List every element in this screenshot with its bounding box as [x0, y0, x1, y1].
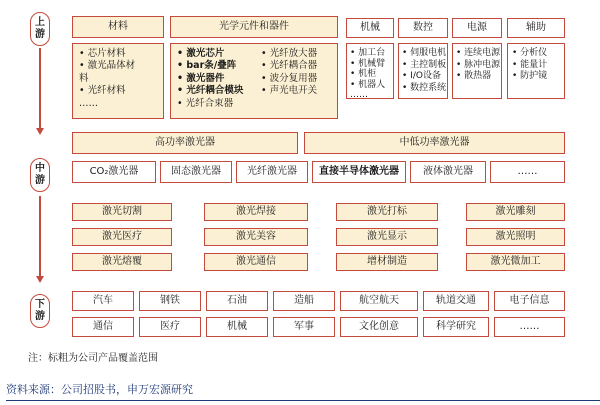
- stage-upstream-char1: 上: [35, 17, 45, 28]
- list-item: • 防护镜: [512, 71, 548, 81]
- app-laser-lighting: 激光照明: [466, 228, 565, 246]
- app-laser-cladding: 激光熔覆: [72, 253, 172, 271]
- industry-electronics: 电子信息: [494, 291, 565, 311]
- list-item: • 数控系统: [402, 82, 447, 93]
- industry-petroleum: 石油: [206, 291, 268, 311]
- industry-cultural-creative: 文化创意: [340, 317, 418, 337]
- industry-medical: 医疗: [139, 317, 201, 337]
- list-item: • 连续电源: [456, 48, 501, 58]
- industry-military: 军事: [273, 317, 335, 337]
- stage-downstream-char2: 游: [35, 311, 45, 322]
- list-item: • bar条/叠阵: [177, 60, 237, 72]
- list-item: • I/O设备: [402, 71, 441, 81]
- mid-low-power-laser-box: 中低功率激光器: [304, 132, 565, 154]
- mechanical-list: [346, 43, 394, 99]
- list-item: • 分析仪: [512, 48, 548, 58]
- header-control: 数控: [398, 18, 448, 38]
- stage-midstream: [30, 158, 50, 192]
- list-item: • 激光芯片: [177, 48, 225, 59]
- list-item: • 光纤放大器: [261, 48, 318, 59]
- list-item: • 波分复用器: [261, 72, 318, 84]
- arrow-shaft-midstream: [39, 196, 41, 276]
- industry-shipbuilding: 造船: [273, 291, 335, 311]
- list-item: • 声光电开关: [261, 85, 318, 97]
- list-item: • 能量计: [512, 59, 548, 70]
- app-laser-display: 激光显示: [336, 228, 438, 246]
- stage-midstream-char2: 游: [35, 175, 45, 186]
- list-item: • 伺服电机: [402, 48, 447, 58]
- list-item: ……: [350, 90, 368, 99]
- optics-left-column: [177, 48, 243, 110]
- header-optics: 光学元件和器件: [170, 16, 338, 38]
- arrow-head-midstream: [36, 276, 44, 283]
- list-item: • 脉冲电源: [456, 59, 501, 70]
- list-item: • 主控制板: [402, 59, 447, 70]
- app-laser-cutting: 激光切割: [72, 203, 172, 221]
- stage-upstream: [30, 12, 50, 46]
- list-item: • 光纤耦合器: [261, 60, 318, 72]
- app-laser-beauty: 激光美容: [204, 228, 308, 246]
- industry-machinery: 机械: [206, 317, 268, 337]
- industry-steel: 钢铁: [139, 291, 201, 311]
- list-item: • 机器人: [350, 79, 386, 90]
- stage-upstream-char2: 游: [35, 29, 45, 40]
- laser-type-solid-state: 固态激光器: [160, 161, 232, 183]
- header-auxiliary: 辅助: [507, 18, 565, 38]
- list-item: • 散热器: [456, 71, 492, 81]
- source-underline: [6, 400, 600, 401]
- list-item: • 激光晶体材: [79, 60, 136, 72]
- list-item: • 光纤耦合模块: [177, 85, 244, 97]
- laser-type-fiber: 光纤激光器: [236, 161, 308, 183]
- optics-list: [170, 43, 338, 119]
- industry-rail-transit: 轨道交通: [423, 291, 489, 311]
- app-laser-engraving: 激光雕刻: [466, 203, 565, 221]
- list-item: • 激光器件: [177, 72, 225, 84]
- list-item: • 芯片材料: [79, 48, 126, 59]
- app-laser-micromachining: 激光微加工: [466, 253, 565, 271]
- app-laser-marking: 激光打标: [336, 203, 438, 221]
- laser-type-liquid: 液体激光器: [410, 161, 486, 183]
- list-item: • 光纤材料: [79, 85, 126, 97]
- industry-aerospace: 航空航天: [340, 291, 418, 311]
- list-item: • 光纤合束器: [177, 97, 234, 109]
- header-mechanical: 机械: [346, 18, 394, 38]
- arrow-head-upstream: [36, 128, 44, 135]
- stage-midstream-char1: 中: [35, 163, 45, 174]
- list-item: • 加工台: [350, 48, 386, 58]
- industry-scientific-research: 科学研究: [423, 317, 489, 337]
- app-laser-medical: 激光医疗: [72, 228, 172, 246]
- power-list: [452, 43, 502, 99]
- control-list: [398, 43, 448, 99]
- footnote: 注：标粗为公司产品覆盖范围: [28, 353, 158, 364]
- optics-right-column: [261, 48, 317, 98]
- industry-telecom: 通信: [72, 317, 134, 337]
- laser-type-more: ……: [490, 161, 565, 183]
- industry-more: ……: [494, 317, 565, 337]
- industry-automotive: 汽车: [72, 291, 134, 311]
- source-line: 资料来源：公司招股书，申万宏源研究: [6, 383, 193, 396]
- list-item: • 机柜: [350, 69, 377, 80]
- list-item: ……: [79, 97, 98, 109]
- list-item: 料: [79, 72, 89, 84]
- app-laser-communication: 激光通信: [204, 253, 308, 271]
- stage-downstream-char1: 下: [35, 299, 45, 310]
- app-additive-manufacturing: 增材制造: [336, 253, 438, 271]
- app-laser-welding: 激光焊接: [204, 203, 308, 221]
- high-power-laser-box: 高功率激光器: [72, 132, 298, 154]
- auxiliary-list: [507, 43, 565, 99]
- laser-type-co2: CO₂激光器: [72, 161, 156, 183]
- laser-type-direct-semiconductor: 直接半导体激光器: [312, 161, 406, 183]
- header-power: 电源: [452, 18, 502, 38]
- materials-list: [72, 43, 164, 119]
- stage-downstream: [30, 294, 50, 328]
- arrow-shaft-upstream: [39, 48, 41, 128]
- list-item: • 机械臂: [350, 58, 386, 69]
- header-materials: 材料: [72, 16, 164, 38]
